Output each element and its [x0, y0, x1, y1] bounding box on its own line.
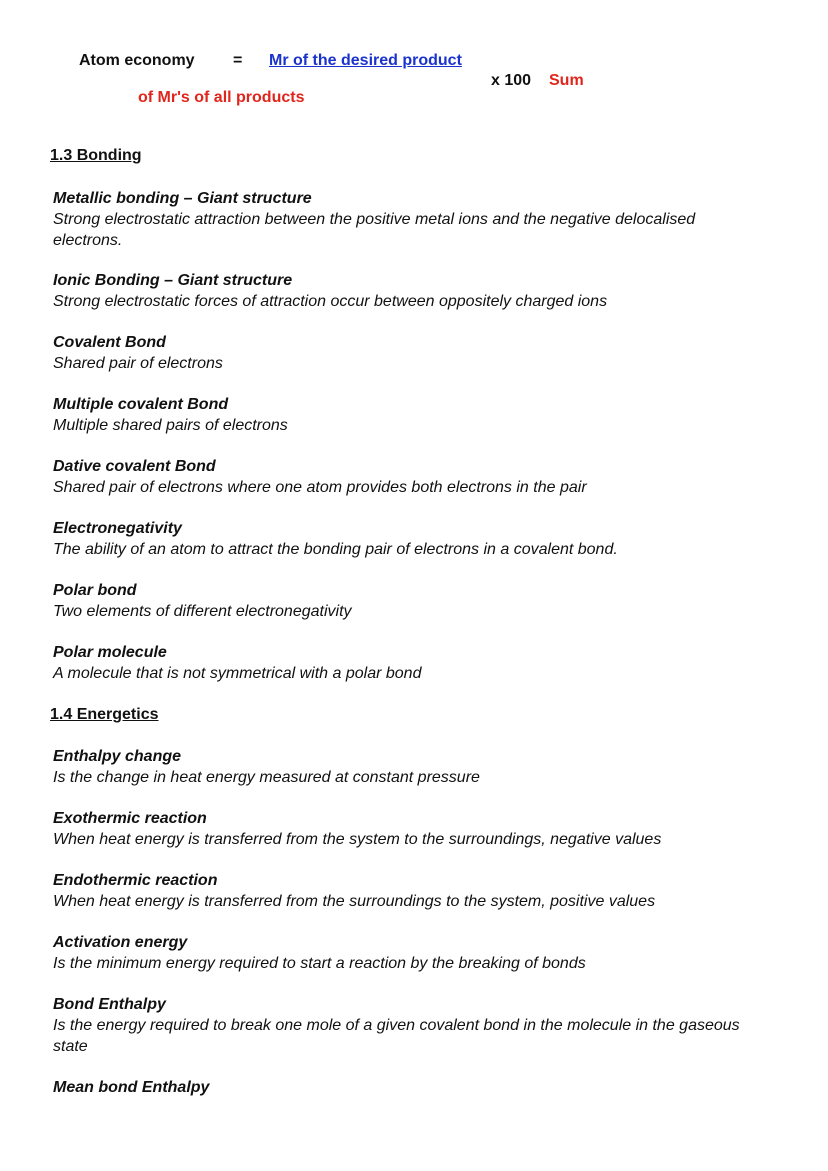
- term-title: Ionic Bonding – Giant structure: [53, 272, 293, 289]
- term-covalent-bond: [53, 332, 753, 374]
- term-multiple-covalent-bond: [53, 394, 753, 436]
- term-title: Dative covalent Bond: [53, 458, 216, 475]
- term-definition: Multiple shared pairs of electrons: [53, 417, 288, 434]
- term-exothermic-reaction: [53, 808, 753, 850]
- multiplier: x 100: [491, 72, 532, 89]
- term-definition: Is the change in heat energy measured at constant pressure: [53, 769, 480, 786]
- term-definition: Strong electrostatic attraction between the positive metal ions and the negative delocalised electrons.: [53, 211, 696, 249]
- term-bond-enthalpy: [53, 994, 753, 1057]
- term-title: Polar bond: [53, 582, 137, 599]
- term-activation-energy: [53, 932, 753, 974]
- term-dative-covalent-bond: [53, 456, 753, 498]
- term-definition: Strong electrostatic forces of attraction occur between oppositely charged ions: [53, 293, 608, 310]
- term-endothermic-reaction: [53, 870, 753, 912]
- term-title: Multiple covalent Bond: [53, 396, 229, 413]
- term-title: Bond Enthalpy: [53, 996, 166, 1013]
- atom-economy-label: Atom economy: [79, 52, 195, 69]
- term-definition: Shared pair of electrons: [53, 355, 223, 372]
- term-definition: Two elements of different electronegativity: [53, 603, 352, 620]
- term-title: Metallic bonding – Giant structure: [53, 190, 312, 207]
- term-title: Covalent Bond: [53, 334, 166, 351]
- term-definition: Is the minimum energy required to start a reaction by the breaking of bonds: [53, 955, 586, 972]
- term-title: Mean bond Enthalpy: [53, 1079, 210, 1096]
- term-definition: When heat energy is transferred from the system to the surroundings, negative values: [53, 831, 662, 848]
- equals-sign: =: [233, 52, 243, 69]
- term-electronegativity: [53, 518, 753, 560]
- term-title: Activation energy: [53, 934, 188, 951]
- term-polar-bond: [53, 580, 753, 622]
- term-definition: When heat energy is transferred from the surroundings to the system, positive values: [53, 893, 656, 910]
- sum-word: Sum: [549, 72, 584, 89]
- section-heading-energetics: 1.4 Energetics: [50, 706, 159, 723]
- term-title: Exothermic reaction: [53, 810, 207, 827]
- term-title: Endothermic reaction: [53, 872, 218, 889]
- term-title: Polar molecule: [53, 644, 167, 661]
- numerator-link[interactable]: Mr of the desired product: [269, 52, 462, 69]
- term-definition: Is the energy required to break one mole of a given covalent bond in the molecule in the gaseous state: [53, 1017, 740, 1055]
- section-heading-bonding: 1.3 Bonding: [50, 147, 142, 164]
- term-definition: The ability of an atom to attract the bonding pair of electrons in a covalent bond.: [53, 541, 618, 558]
- term-ionic-bonding: [53, 270, 753, 312]
- term-enthalpy-change: [53, 746, 753, 788]
- term-definition: Shared pair of electrons where one atom provides both electrons in the pair: [53, 479, 587, 496]
- term-metallic-bonding: [53, 188, 753, 251]
- term-title: Electronegativity: [53, 520, 182, 537]
- denominator: of Mr's of all products: [138, 89, 305, 106]
- term-polar-molecule: [53, 642, 753, 684]
- term-mean-bond-enthalpy: [53, 1077, 753, 1098]
- term-title: Enthalpy change: [53, 748, 182, 765]
- term-definition: A molecule that is not symmetrical with a polar bond: [53, 665, 422, 682]
